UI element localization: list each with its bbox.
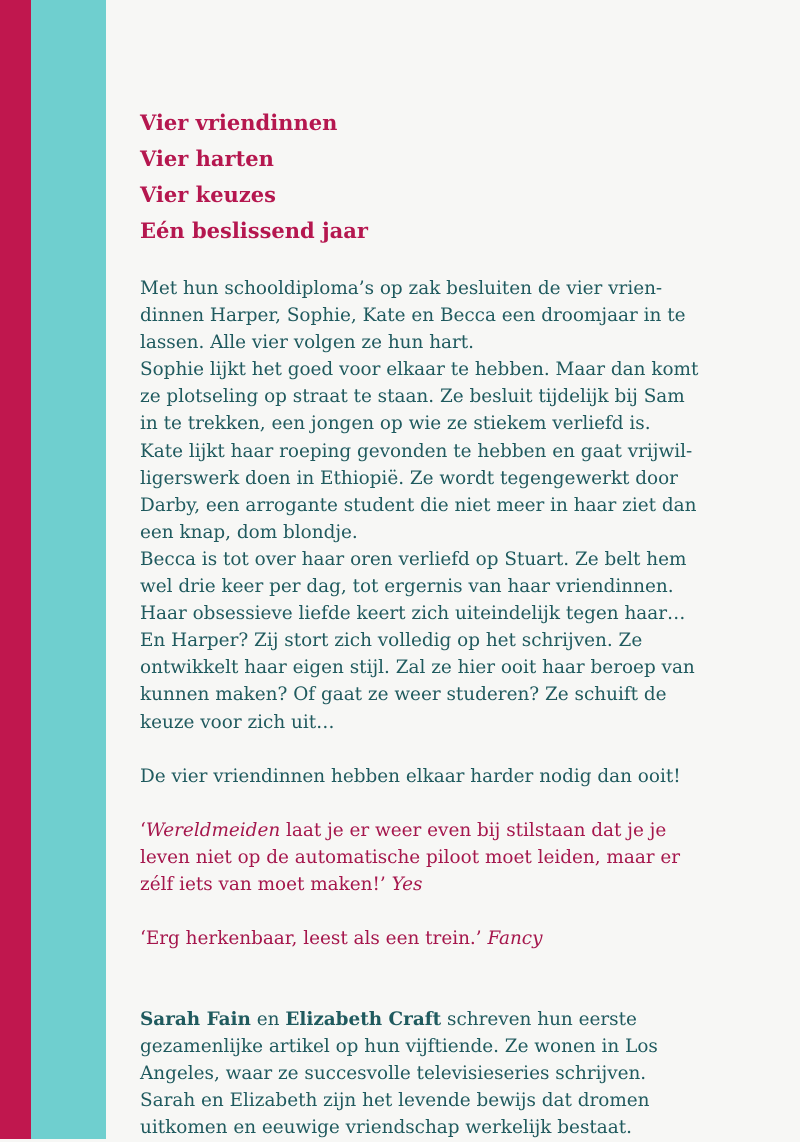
bio-line [140,1006,790,1033]
teal-side-stripe [31,0,106,1139]
blurb-line: in te trekken, een jongen op wie ze stiekem verliefd is. [140,413,651,435]
book-title: Wereldmeiden [145,819,281,841]
quote-text: ‘Erg herkenbaar, leest als een trein.’ [140,927,488,949]
blurb-line: kunnen maken? Of gaat ze weer studeren? Ze schuift de [140,684,667,706]
blurb-line: ze plotseling op straat te staan. Ze besluit tijdelijk bij Sam [140,386,685,408]
bio-line: uitkomen en eeuwige vriendschap werkelijk bestaat. [140,1117,632,1139]
review-quote-1 [140,817,790,898]
author-name-1: Sarah Fain [140,1009,251,1031]
blurb-line: ontwikkelt haar eigen stijl. Zal ze hier ooit haar beroep van [140,657,695,679]
blurb-line: wel drie keer per dag, tot ergernis van haar vriendinnen. [140,576,674,598]
blurb-line: ligerswerk doen in Ethiopië. Ze wordt tegengewerkt door [140,467,678,489]
bio-text: schreven hun eerste [441,1009,637,1031]
headline-group [140,105,790,249]
tagline: De vier vriendinnen hebben elkaar harder nodig dan ooit! [140,765,681,787]
blurb-line: Kate lijkt haar roeping gevonden te hebben en gaat vrijwil- [140,440,693,462]
review-quote-2 [140,925,790,952]
quote-source: Fancy [487,927,543,949]
quote-text: laat je er weer even bij stilstaan dat je je [280,819,667,841]
quote-line [140,871,790,898]
headline-2: Vier harten [140,146,274,171]
bio-text: en [250,1009,286,1031]
blurb-line: dinnen Harper, Sophie, Kate en Becca een droomjaar in te [140,305,686,327]
headline-1: Vier vriendinnen [140,110,338,135]
bio-line: Angeles, waar ze succesvolle televisieseries schrijven. [140,1063,647,1085]
bio-line: gezamenlijke artikel op hun vijftiende. Ze wonen in Los [140,1036,658,1058]
quote-line: leven niet op de automatische piloot moet leiden, maar er [140,846,681,868]
author-bio [140,1006,790,1141]
blurb-line: een knap, dom blondje. [140,521,358,543]
blurb-line: Met hun schooldiploma’s op zak besluiten de vier vrien- [140,278,663,299]
magenta-side-stripe [0,0,31,1139]
author-name-2: Elizabeth Craft [285,1009,442,1031]
blurb-line: Sophie lijkt het goed voor elkaar te hebben. Maar dan komt [140,359,699,381]
blurb-line: Darby, een arrogante student die niet meer in haar ziet dan [140,494,697,516]
bio-line: Sarah en Elizabeth zijn het levende bewijs dat dromen [140,1090,650,1112]
blurb-line: Becca is tot over haar oren verliefd op Stuart. Ze belt hem [140,548,687,570]
blurb-line: lassen. Alle vier volgen ze hun hart. [140,332,475,354]
blurb-line: keuze voor zich uit… [140,711,335,733]
quote-source: Yes [391,873,423,895]
blurb-line: Haar obsessieve liefde keert zich uiteindelijk tegen haar… [140,603,686,625]
quote-text: zélf iets van moet maken!’ [140,873,392,895]
headline-4: Eén beslissend jaar [140,218,368,243]
quote-line [140,817,790,844]
blurb [140,275,790,736]
quote-open-mark: ‘ [140,819,146,841]
back-cover-text [140,105,790,1142]
blurb-line: En Harper? Zij stort zich volledig op het schrijven. Ze [140,630,643,652]
headline-3: Vier keuzes [140,182,276,207]
